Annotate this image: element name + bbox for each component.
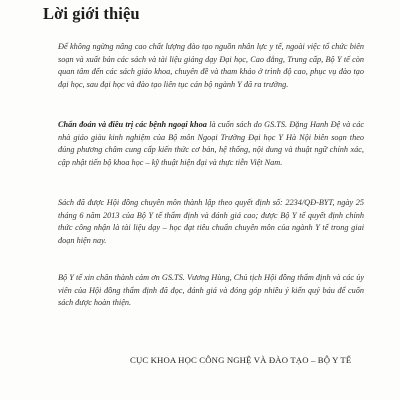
paragraph-text: Để không ngừng nâng cao chất lượng đào tạo nguồn nhân lực y tế, ngoài việc tổ chức biên soạn và xuất bản các sách và tài liệu giảng dạy Đại học, Cao đẳng, Trung cấp, Bộ Y tế còn quan tâm đến các sách giáo khoa, chuyên đề và tham khảo ở trình độ cao, phục vụ đào tạo đại học, sau đại học và đào tạo liên tục cán bộ ngành Y đã ra trường. — [58, 42, 364, 89]
signature: CỤC KHOA HỌC CÔNG NGHỆ VÀ ĐÀO TẠO – BỘ Y TẾ — [130, 355, 352, 365]
paragraph-acknowledgement — [58, 272, 364, 310]
paragraph-book-description — [58, 119, 364, 169]
book-title: Chẩn đoán và điều trị các bệnh ngoại khoa — [58, 120, 207, 129]
page-title: Lời giới thiệu — [43, 4, 140, 23]
paragraph-text: Bộ Y tế xin chân thành cảm ơn GS.TS. Vương Hùng, Chủ tịch Hội đồng thẩm định và các ủy viên của Hội đồng thẩm định đã đọc, đánh giá và đóng góp nhiều ý kiến quý báu để cuốn sách được hoàn thiện. — [58, 273, 364, 308]
paragraph-text: Sách đã được Hội đồng chuyên môn thành lập theo quyết định số: 2234/QĐ-BYT, ngày 25 tháng 6 năm 2013 của Bộ Y tế thẩm định và đánh giá cao; được Bộ Y tế quyết định chính thức công nhận là tài liệu dạy – học đạt tiêu chuẩn chuyên môn của ngành Y tế trong giai đoạn hiện nay. — [58, 198, 364, 245]
paragraph-intro — [58, 41, 364, 91]
paragraph-text: là cuốn sách do GS.TS. Đặng Hanh Đệ và các nhà giáo giàu kinh nghiệm của Bộ môn Ngoại Trường Đại học Y Hà Nội biên soạn theo đúng phương châm cung cấp kiến thức cơ bản, hệ thống, nội dung và thuật ngữ chính xác, cập nhật tiến bộ khoa học – kỹ thuật hiện đại và thực tiễn Việt Nam. — [58, 120, 364, 167]
paragraph-approval — [58, 197, 364, 247]
